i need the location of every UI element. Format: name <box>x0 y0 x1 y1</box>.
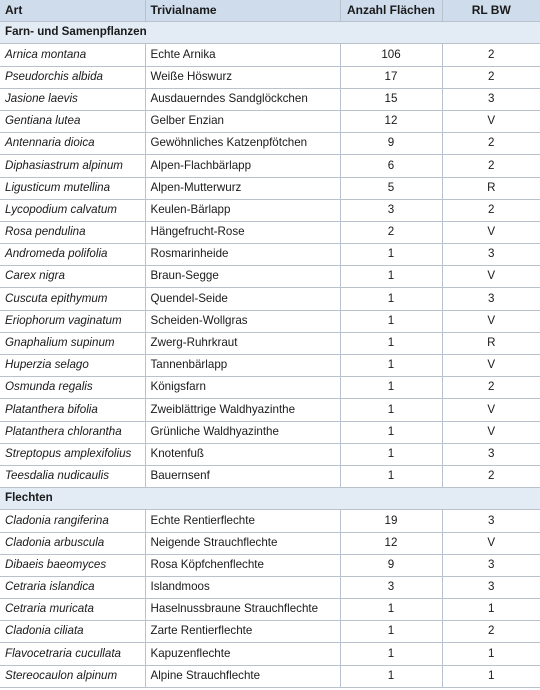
table-row <box>0 621 540 643</box>
cell-rl-bw: V <box>442 532 540 554</box>
table-row <box>0 510 540 532</box>
table-row <box>0 88 540 110</box>
cell-art: Andromeda polifolia <box>0 244 145 266</box>
cell-anzahl: 9 <box>340 133 442 155</box>
cell-art: Antennaria dioica <box>0 133 145 155</box>
cell-trivialname: Königsfarn <box>145 377 340 399</box>
table-row <box>0 310 540 332</box>
cell-trivialname: Alpen-Flachbärlapp <box>145 155 340 177</box>
table-row <box>0 110 540 132</box>
cell-art: Cladonia ciliata <box>0 621 145 643</box>
cell-trivialname: Bauernsenf <box>145 465 340 487</box>
cell-rl-bw: V <box>442 110 540 132</box>
table-row <box>0 421 540 443</box>
cell-art: Jasione laevis <box>0 88 145 110</box>
cell-trivialname: Ausdauerndes Sandglöckchen <box>145 88 340 110</box>
section-row <box>0 488 540 510</box>
cell-trivialname: Zarte Rentierflechte <box>145 621 340 643</box>
cell-trivialname: Alpine Strauchflechte <box>145 665 340 687</box>
cell-trivialname: Neigende Strauchflechte <box>145 532 340 554</box>
table-body <box>0 22 540 688</box>
cell-rl-bw: V <box>442 421 540 443</box>
cell-art: Gnaphalium supinum <box>0 332 145 354</box>
cell-anzahl: 1 <box>340 244 442 266</box>
cell-art: Ligusticum mutellina <box>0 177 145 199</box>
cell-anzahl: 106 <box>340 44 442 66</box>
cell-rl-bw: R <box>442 177 540 199</box>
cell-rl-bw: 1 <box>442 599 540 621</box>
cell-rl-bw: 3 <box>442 554 540 576</box>
cell-trivialname: Gewöhnliches Katzenpfötchen <box>145 133 340 155</box>
cell-rl-bw: R <box>442 332 540 354</box>
cell-anzahl: 1 <box>340 643 442 665</box>
cell-anzahl: 1 <box>340 332 442 354</box>
cell-art: Huperzia selago <box>0 355 145 377</box>
header-rl-bw: RL BW <box>442 0 540 22</box>
cell-trivialname: Rosmarinheide <box>145 244 340 266</box>
cell-rl-bw: 3 <box>442 443 540 465</box>
cell-art: Carex nigra <box>0 266 145 288</box>
table-row <box>0 244 540 266</box>
table-row <box>0 177 540 199</box>
cell-anzahl: 5 <box>340 177 442 199</box>
table-row <box>0 288 540 310</box>
cell-anzahl: 1 <box>340 310 442 332</box>
cell-trivialname: Tannenbärlapp <box>145 355 340 377</box>
cell-trivialname: Haselnussbraune Strauchflechte <box>145 599 340 621</box>
cell-anzahl: 1 <box>340 421 442 443</box>
header-art: Art <box>0 0 145 22</box>
table-row <box>0 266 540 288</box>
cell-anzahl: 17 <box>340 66 442 88</box>
cell-art: Cladonia arbuscula <box>0 532 145 554</box>
cell-anzahl: 1 <box>340 355 442 377</box>
cell-anzahl: 1 <box>340 665 442 687</box>
table-header <box>0 0 540 22</box>
cell-trivialname: Braun-Segge <box>145 266 340 288</box>
cell-rl-bw: 2 <box>442 66 540 88</box>
cell-rl-bw: 1 <box>442 665 540 687</box>
cell-anzahl: 12 <box>340 110 442 132</box>
table-row <box>0 554 540 576</box>
header-anzahl-flaechen: Anzahl Flächen <box>340 0 442 22</box>
cell-art: Rosa pendulina <box>0 221 145 243</box>
cell-rl-bw: V <box>442 310 540 332</box>
cell-art: Cetraria islandica <box>0 576 145 598</box>
table-row <box>0 332 540 354</box>
table-row <box>0 399 540 421</box>
cell-trivialname: Echte Arnika <box>145 44 340 66</box>
section-row <box>0 22 540 44</box>
cell-art: Cuscuta epithymum <box>0 288 145 310</box>
cell-art: Arnica montana <box>0 44 145 66</box>
cell-trivialname: Kapuzenflechte <box>145 643 340 665</box>
cell-anzahl: 19 <box>340 510 442 532</box>
cell-art: Streptopus amplexifolius <box>0 443 145 465</box>
cell-art: Stereocaulon alpinum <box>0 665 145 687</box>
cell-trivialname: Weiße Höswurz <box>145 66 340 88</box>
cell-rl-bw: 2 <box>442 621 540 643</box>
cell-anzahl: 1 <box>340 266 442 288</box>
cell-rl-bw: V <box>442 221 540 243</box>
cell-anzahl: 2 <box>340 221 442 243</box>
cell-trivialname: Grünliche Waldhyazinthe <box>145 421 340 443</box>
table-row <box>0 443 540 465</box>
table-row <box>0 643 540 665</box>
cell-rl-bw: 3 <box>442 244 540 266</box>
cell-anzahl: 1 <box>340 288 442 310</box>
cell-rl-bw: 2 <box>442 377 540 399</box>
cell-art: Dibaeis baeomyces <box>0 554 145 576</box>
cell-art: Eriophorum vaginatum <box>0 310 145 332</box>
cell-anzahl: 15 <box>340 88 442 110</box>
cell-trivialname: Alpen-Mutterwurz <box>145 177 340 199</box>
cell-art: Platanthera bifolia <box>0 399 145 421</box>
cell-trivialname: Keulen-Bärlapp <box>145 199 340 221</box>
table-row <box>0 355 540 377</box>
cell-trivialname: Islandmoos <box>145 576 340 598</box>
cell-trivialname: Gelber Enzian <box>145 110 340 132</box>
cell-trivialname: Knotenfuß <box>145 443 340 465</box>
table-row <box>0 155 540 177</box>
table-row <box>0 599 540 621</box>
cell-trivialname: Quendel-Seide <box>145 288 340 310</box>
cell-trivialname: Zweiblättrige Waldhyazinthe <box>145 399 340 421</box>
cell-art: Pseudorchis albida <box>0 66 145 88</box>
cell-art: Teesdalia nudicaulis <box>0 465 145 487</box>
section-title: Flechten <box>0 488 540 510</box>
cell-anzahl: 1 <box>340 599 442 621</box>
cell-trivialname: Zwerg-Ruhrkraut <box>145 332 340 354</box>
cell-art: Cetraria muricata <box>0 599 145 621</box>
table-row <box>0 377 540 399</box>
cell-rl-bw: 3 <box>442 288 540 310</box>
cell-art: Lycopodium calvatum <box>0 199 145 221</box>
cell-rl-bw: V <box>442 399 540 421</box>
header-trivialname: Trivialname <box>145 0 340 22</box>
header-row <box>0 0 540 22</box>
cell-anzahl: 9 <box>340 554 442 576</box>
table-row <box>0 66 540 88</box>
cell-art: Flavocetraria cucullata <box>0 643 145 665</box>
cell-anzahl: 1 <box>340 443 442 465</box>
table-row <box>0 532 540 554</box>
cell-anzahl: 1 <box>340 465 442 487</box>
cell-art: Osmunda regalis <box>0 377 145 399</box>
cell-anzahl: 3 <box>340 199 442 221</box>
cell-art: Cladonia rangiferina <box>0 510 145 532</box>
cell-rl-bw: 2 <box>442 44 540 66</box>
cell-art: Gentiana lutea <box>0 110 145 132</box>
cell-anzahl: 12 <box>340 532 442 554</box>
table-row <box>0 221 540 243</box>
table-row <box>0 44 540 66</box>
section-title: Farn- und Samenpflanzen <box>0 22 540 44</box>
cell-rl-bw: 3 <box>442 576 540 598</box>
cell-rl-bw: 1 <box>442 643 540 665</box>
cell-rl-bw: 2 <box>442 155 540 177</box>
cell-anzahl: 6 <box>340 155 442 177</box>
cell-anzahl: 1 <box>340 377 442 399</box>
cell-rl-bw: 2 <box>442 133 540 155</box>
cell-anzahl: 3 <box>340 576 442 598</box>
cell-trivialname: Scheiden-Wollgras <box>145 310 340 332</box>
cell-anzahl: 1 <box>340 399 442 421</box>
cell-rl-bw: V <box>442 355 540 377</box>
cell-rl-bw: 3 <box>442 88 540 110</box>
cell-rl-bw: V <box>442 266 540 288</box>
cell-rl-bw: 2 <box>442 199 540 221</box>
table-row <box>0 576 540 598</box>
cell-art: Platanthera chlorantha <box>0 421 145 443</box>
table-row <box>0 133 540 155</box>
table-row <box>0 199 540 221</box>
table-row <box>0 465 540 487</box>
cell-art: Diphasiastrum alpinum <box>0 155 145 177</box>
table-row <box>0 665 540 687</box>
cell-rl-bw: 3 <box>442 510 540 532</box>
cell-rl-bw: 2 <box>442 465 540 487</box>
cell-trivialname: Hängefrucht-Rose <box>145 221 340 243</box>
cell-trivialname: Echte Rentierflechte <box>145 510 340 532</box>
cell-trivialname: Rosa Köpfchenflechte <box>145 554 340 576</box>
cell-anzahl: 1 <box>340 621 442 643</box>
